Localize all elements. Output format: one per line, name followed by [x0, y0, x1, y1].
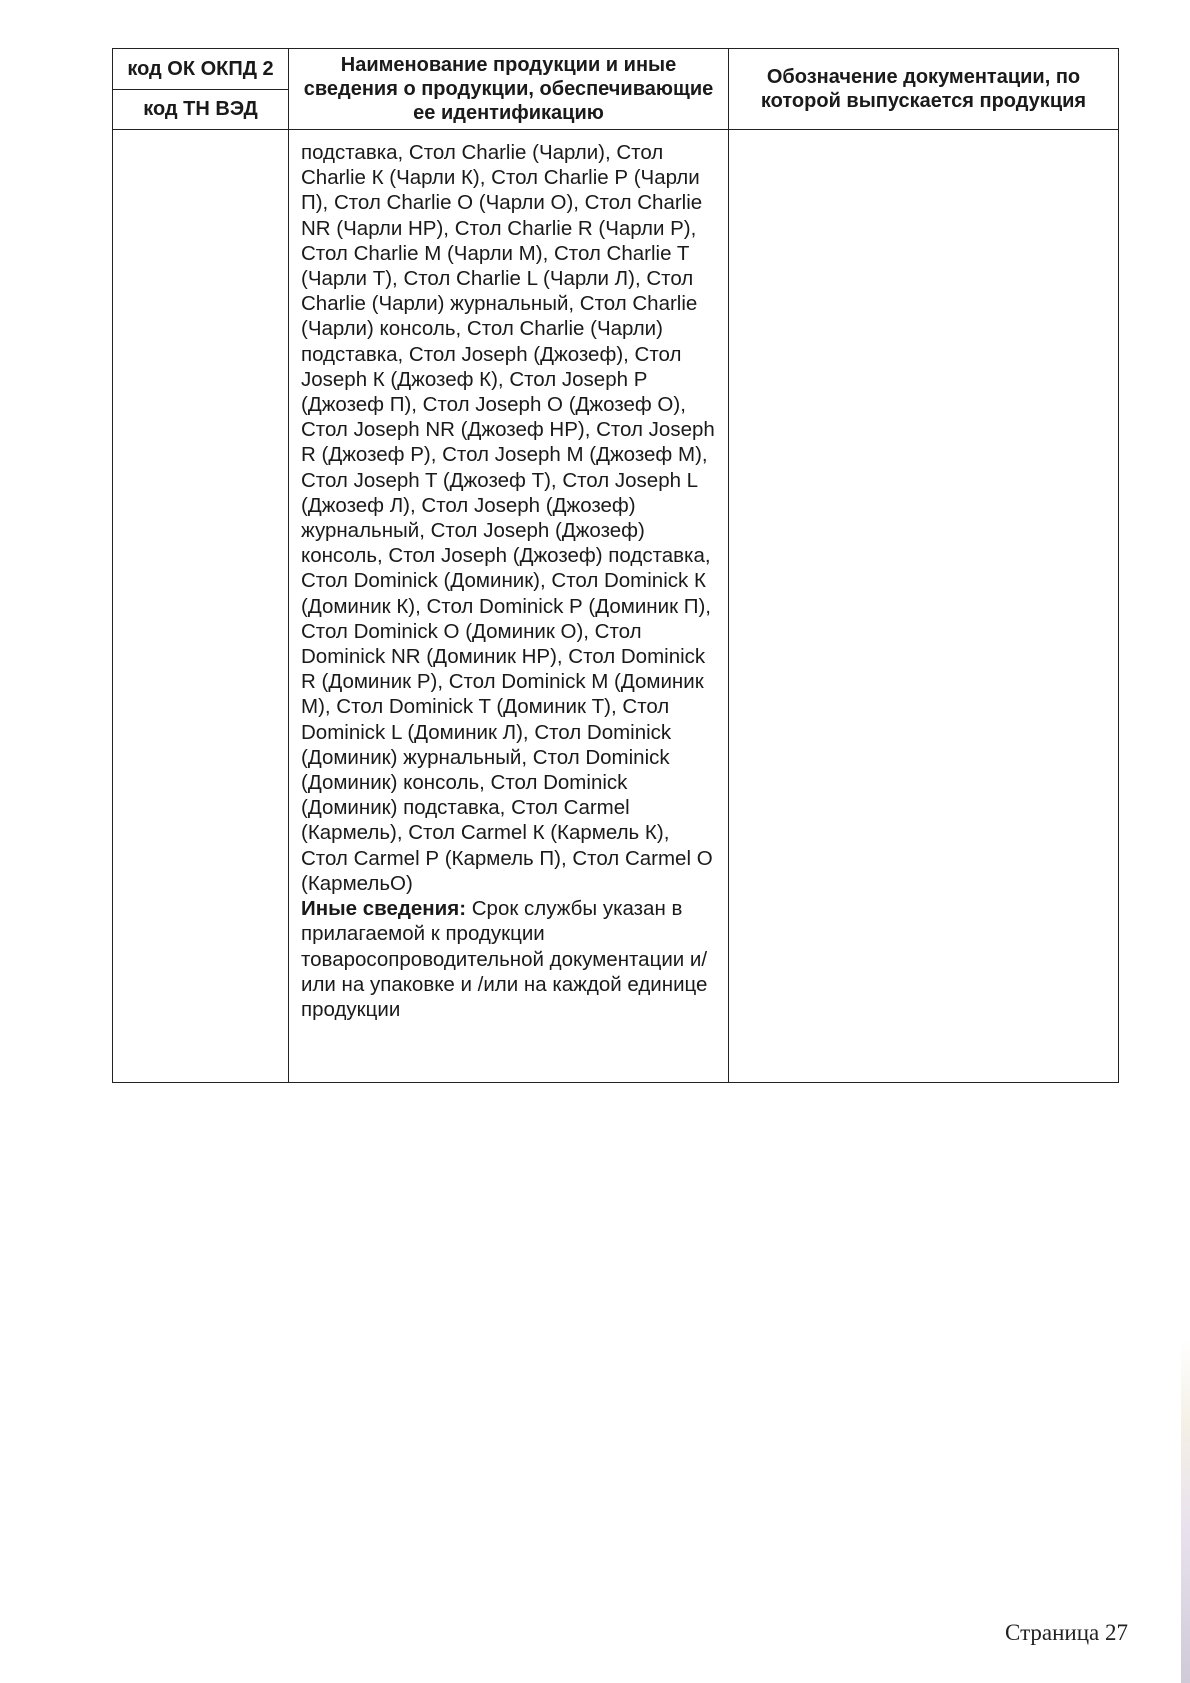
header-code-okpd: код ОК ОКПД 2 — [113, 49, 289, 90]
header-documentation: Обозначение документации, по которой выпускается продукция — [729, 49, 1119, 130]
product-table — [112, 48, 1119, 1083]
cell-documentation — [729, 130, 1119, 1083]
header-code-tnved: код ТН ВЭД — [113, 89, 289, 130]
cell-code — [113, 130, 289, 1083]
other-info-label: Иные сведения: — [301, 897, 467, 921]
product-list-text: подставка, Стол Charlie (Чарли), Стол Charlie К (Чарли К), Стол Charlie Р (Чарли П), Стол Charlie О (Чарли О), Стол Charlie NR (Чарли НР), Стол Charlie R (Чарли Р), Стол Charlie M (Чарли М), Стол Charlie T (Чарли Т), Стол Charlie L (Чарли Л), Стол Charlie (Чарли) журнальный, Стол Charlie (Чарли) консоль, Стол Charlie (Чарли) подставка, Стол Joseph (Джозеф), Стол Joseph К (Джозеф К), Стол Joseph Р (Джозеф П), Стол Joseph О (Джозеф О), Стол Joseph NR (Джозеф НР), Стол Joseph R (Джозеф Р), Стол Joseph M (Джозеф М), Стол Joseph T (Джозеф Т), Стол Joseph L (Джозеф Л), Стол Joseph (Джозеф) журнальный, Стол Joseph (Джозеф) консоль, Стол Joseph (Джозеф) подставка, Стол Dominick (Доминик), Стол Dominick К (Доминик К), Стол Dominick Р (Доминик П), Стол Dominick О (Доминик О), Стол Dominick NR (Доминик НР), Стол Dominick R (Доминик Р), Стол Dominick M (Доминик М), Стол Dominick T (Доминик Т), Стол Dominick L (Доминик Л), Стол Dominick (Доминик) журнальный, Стол Dominick (Доминик) консоль, Стол Dominick (Доминик) подставка, Стол Carmel (Кармель), Стол Carmel К (Кармель К), Стол Carmel Р (Кармель П), Стол Carmel О (КармельО) — [301, 141, 715, 895]
header-row-1 — [113, 49, 1119, 90]
cell-product-description — [289, 130, 729, 1083]
page-number: Страница 27 — [1005, 1620, 1128, 1645]
scan-edge-decoration — [1181, 1340, 1190, 1683]
table-row — [113, 130, 1119, 1083]
other-info-text: Срок службы указан в прилагаемой к продукции товаросопроводительной документации и/или на упаковке и /или на каждой единице продукции — [301, 897, 708, 1021]
header-product-name: Наименование продукции и иные сведения о продукции, обеспечивающие ее идентификацию — [289, 49, 729, 130]
